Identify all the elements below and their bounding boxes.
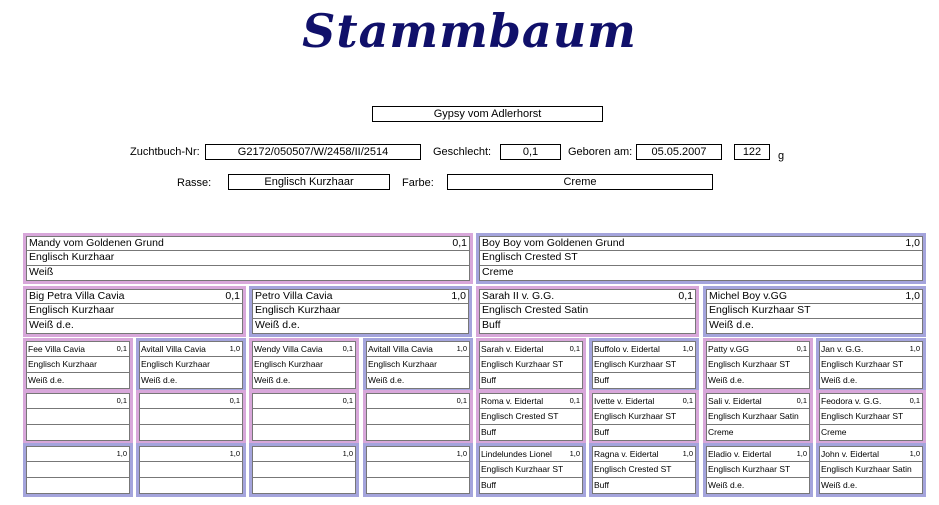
card-color: Weiß d.e. <box>709 319 754 331</box>
card-breed-field[interactable] <box>252 357 356 373</box>
card-breed-field[interactable] <box>479 409 583 425</box>
card-name: Big Petra Villa Cavia <box>29 290 125 302</box>
card-color: Buff <box>481 427 496 437</box>
card-color: Buff <box>594 375 609 385</box>
card-name: Buffolo v. Eidertal <box>594 344 660 354</box>
card-sex: 1,0 <box>229 344 240 353</box>
card-sex: 1,0 <box>796 449 807 458</box>
card-name-field[interactable] <box>26 446 130 462</box>
card-sex: 0,1 <box>229 396 240 405</box>
gewicht-field[interactable]: 122 <box>734 144 770 160</box>
pedigree-card <box>816 338 926 392</box>
card-color: Buff <box>594 480 609 490</box>
card-sex: 1,0 <box>909 449 920 458</box>
card-breed: Englisch Kurzhaar ST <box>709 304 811 316</box>
card-breed: Englisch Kurzhaar <box>29 251 115 263</box>
card-name-field[interactable] <box>592 341 696 357</box>
card-name: Avitall Villa Cavia <box>368 344 433 354</box>
card-color-field[interactable] <box>26 319 243 334</box>
card-breed-field[interactable] <box>366 409 470 425</box>
card-name: Boy Boy vom Goldenen Grund <box>482 237 625 249</box>
pedigree-card <box>249 338 359 392</box>
card-breed-field[interactable] <box>366 357 470 373</box>
pedigree-card <box>136 443 246 497</box>
card-breed-field[interactable] <box>706 409 810 425</box>
zuchtbuch-field[interactable]: G2172/050507/W/2458/II/2514 <box>205 144 421 160</box>
card-name: Roma v. Eidertal <box>481 396 544 406</box>
card-breed-field[interactable] <box>592 409 696 425</box>
card-color: Weiß d.e. <box>255 319 300 331</box>
farbe-label: Farbe: <box>402 177 434 189</box>
card-sex: 0,1 <box>796 396 807 405</box>
card-breed: Englisch Kurzhaar <box>28 359 97 369</box>
card-color: Weiß d.e. <box>368 375 405 385</box>
geschlecht-label: Geschlecht: <box>433 146 492 158</box>
card-color-field[interactable] <box>479 266 923 281</box>
card-breed-field[interactable] <box>819 409 923 425</box>
card-sex: 1,0 <box>682 449 693 458</box>
geboren-label: Geboren am: <box>568 146 633 158</box>
card-breed: Englisch Kurzhaar <box>29 304 115 316</box>
card-name-field[interactable] <box>706 393 810 409</box>
card-breed: Englisch Kurzhaar ST <box>708 464 791 474</box>
card-breed: Englisch Crested ST <box>594 464 672 474</box>
card-color: Weiß d.e. <box>821 375 858 385</box>
card-breed-field[interactable] <box>139 462 243 478</box>
card-name: Petro Villa Cavia <box>255 290 333 302</box>
card-breed: Englisch Kurzhaar <box>368 359 437 369</box>
card-breed: Englisch Kurzhaar ST <box>481 359 564 369</box>
pedigree-card <box>589 390 699 444</box>
card-breed-field[interactable] <box>26 409 130 425</box>
card-breed: Englisch Kurzhaar <box>255 304 341 316</box>
card-name-field[interactable] <box>26 341 130 357</box>
animal-name-field[interactable]: Gypsy vom Adlerhorst <box>372 106 603 122</box>
card-breed-field[interactable] <box>252 409 356 425</box>
card-sex: 1,0 <box>116 449 127 458</box>
card-name-field[interactable] <box>819 446 923 462</box>
card-sex: 0,1 <box>456 396 467 405</box>
card-name-field[interactable] <box>479 446 583 462</box>
card-color-field[interactable] <box>479 319 696 334</box>
card-color-field[interactable] <box>706 478 810 494</box>
card-color-field[interactable] <box>26 266 470 281</box>
card-sex: 1,0 <box>342 449 353 458</box>
card-breed-field[interactable] <box>252 304 469 319</box>
card-sex: 0,1 <box>342 396 353 405</box>
pedigree-card <box>816 390 926 444</box>
card-sex: 1,0 <box>569 449 580 458</box>
pedigree-card <box>589 443 699 497</box>
card-breed-field[interactable] <box>252 462 356 478</box>
card-sex: 0,1 <box>678 290 693 302</box>
card-name-field[interactable] <box>479 289 696 304</box>
card-color: Buff <box>481 480 496 490</box>
pedigree-card <box>363 338 473 392</box>
card-breed-field[interactable] <box>479 251 923 266</box>
card-color: Creme <box>482 266 514 278</box>
card-name: Sarah II v. G.G. <box>482 290 555 302</box>
pedigree-card <box>476 286 699 337</box>
card-breed-field[interactable] <box>26 462 130 478</box>
card-sex: 0,1 <box>116 396 127 405</box>
card-name-field[interactable] <box>706 289 923 304</box>
card-name: Patty v.GG <box>708 344 749 354</box>
card-sex: 1,0 <box>456 449 467 458</box>
pedigree-card <box>23 233 473 284</box>
card-breed-field[interactable] <box>26 304 243 319</box>
card-breed-field[interactable] <box>26 357 130 373</box>
card-breed-field[interactable] <box>139 409 243 425</box>
card-color: Weiß d.e. <box>254 375 291 385</box>
card-color-field[interactable] <box>479 478 583 494</box>
card-name: Eladio v. Eidertal <box>708 449 772 459</box>
card-breed: Englisch Kurzhaar ST <box>594 359 677 369</box>
card-name-field[interactable] <box>252 446 356 462</box>
card-color-field[interactable] <box>366 478 470 494</box>
card-name: Feodora v. G.G. <box>821 396 882 406</box>
card-name-field[interactable] <box>366 446 470 462</box>
pedigree-card <box>703 443 813 497</box>
card-sex: 1,0 <box>456 344 467 353</box>
card-name-field[interactable] <box>706 341 810 357</box>
card-name-field[interactable] <box>139 446 243 462</box>
card-color: Weiß <box>29 266 54 278</box>
card-sex: 1,0 <box>682 344 693 353</box>
card-name-field[interactable] <box>479 341 583 357</box>
pedigree-card <box>363 390 473 444</box>
card-name-field[interactable] <box>819 341 923 357</box>
card-name-field[interactable] <box>819 393 923 409</box>
card-breed: Englisch Kurzhaar <box>141 359 210 369</box>
card-color-field[interactable] <box>26 425 130 441</box>
card-name-field[interactable] <box>592 446 696 462</box>
card-sex: 1,0 <box>229 449 240 458</box>
pedigree-card <box>23 443 133 497</box>
card-color: Weiß d.e. <box>708 480 745 490</box>
card-name-field[interactable] <box>479 393 583 409</box>
card-name-field[interactable] <box>26 393 130 409</box>
card-name-field[interactable] <box>366 341 470 357</box>
card-color-field[interactable] <box>592 373 696 389</box>
card-name-field[interactable] <box>366 393 470 409</box>
pedigree-card <box>23 286 246 337</box>
card-name-field[interactable] <box>26 236 470 251</box>
card-color: Weiß d.e. <box>28 375 65 385</box>
card-name-field[interactable] <box>592 393 696 409</box>
card-sex: 0,1 <box>342 344 353 353</box>
pedigree-card <box>136 390 246 444</box>
card-breed-field[interactable] <box>479 304 696 319</box>
card-breed: Englisch Kurzhaar Satin <box>821 464 912 474</box>
card-sex: 0,1 <box>452 237 467 249</box>
card-breed: Englisch Kurzhaar ST <box>481 464 564 474</box>
card-breed: Englisch Kurzhaar ST <box>821 411 904 421</box>
page-title: Stammbaum <box>302 4 637 58</box>
card-name-field[interactable] <box>252 341 356 357</box>
card-breed-field[interactable] <box>366 462 470 478</box>
card-color: Weiß d.e. <box>821 480 858 490</box>
card-breed-field[interactable] <box>139 357 243 373</box>
card-sex: 1,0 <box>905 290 920 302</box>
card-color: Weiß d.e. <box>141 375 178 385</box>
card-color-field[interactable] <box>706 319 923 334</box>
rasse-field[interactable]: Englisch Kurzhaar <box>228 174 390 190</box>
card-color-field[interactable] <box>139 373 243 389</box>
card-breed-field[interactable] <box>819 357 923 373</box>
card-breed: Englisch Crested ST <box>481 411 559 421</box>
card-breed-field[interactable] <box>706 462 810 478</box>
pedigree-card <box>136 338 246 392</box>
card-sex: 0,1 <box>569 396 580 405</box>
card-color: Buff <box>482 319 501 331</box>
card-name-field[interactable] <box>252 289 469 304</box>
pedigree-card <box>249 286 472 337</box>
pedigree-card <box>476 390 586 444</box>
card-color-field[interactable] <box>26 478 130 494</box>
card-color: Creme <box>708 427 734 437</box>
card-breed-field[interactable] <box>706 357 810 373</box>
pedigree-card <box>23 390 133 444</box>
pedigree-card <box>476 233 926 284</box>
card-breed: Englisch Crested Satin <box>482 304 589 316</box>
card-sex: 1,0 <box>905 237 920 249</box>
card-color-field[interactable] <box>139 478 243 494</box>
card-breed-field[interactable] <box>706 304 923 319</box>
pedigree-card <box>249 443 359 497</box>
card-name: Ragna v. Eidertal <box>594 449 659 459</box>
card-sex: 0,1 <box>796 344 807 353</box>
card-name: Michel Boy v.GG <box>709 290 787 302</box>
pedigree-card <box>249 390 359 444</box>
card-sex: 1,0 <box>451 290 466 302</box>
card-breed: Englisch Kurzhaar <box>254 359 323 369</box>
card-breed-field[interactable] <box>592 357 696 373</box>
card-color-field[interactable] <box>592 478 696 494</box>
pedigree-card <box>23 338 133 392</box>
card-color-field[interactable] <box>252 319 469 334</box>
pedigree-card <box>703 286 926 337</box>
card-name-field[interactable] <box>706 446 810 462</box>
geschlecht-field[interactable]: 0,1 <box>500 144 561 160</box>
card-breed-field[interactable] <box>592 462 696 478</box>
card-breed: Englisch Kurzhaar ST <box>708 359 791 369</box>
card-name: Avitall Villa Cavia <box>141 344 206 354</box>
card-sex: 0,1 <box>682 396 693 405</box>
pedigree-card <box>816 443 926 497</box>
pedigree-card <box>476 443 586 497</box>
card-sex: 0,1 <box>909 396 920 405</box>
card-breed-field[interactable] <box>479 462 583 478</box>
card-breed: Englisch Crested ST <box>482 251 578 263</box>
card-name-field[interactable] <box>26 289 243 304</box>
card-color-field[interactable] <box>366 425 470 441</box>
card-name-field[interactable] <box>479 236 923 251</box>
card-color-field[interactable] <box>252 373 356 389</box>
card-color-field[interactable] <box>139 425 243 441</box>
card-breed-field[interactable] <box>819 462 923 478</box>
card-sex: 0,1 <box>116 344 127 353</box>
card-name-field[interactable] <box>139 341 243 357</box>
pedigree-card <box>476 338 586 392</box>
card-name: Wendy Villa Cavia <box>254 344 323 354</box>
card-breed: Englisch Kurzhaar Satin <box>708 411 799 421</box>
card-color: Creme <box>821 427 847 437</box>
card-name: Sarah v. Eidertal <box>481 344 544 354</box>
geboren-field[interactable]: 05.05.2007 <box>636 144 722 160</box>
pedigree-card <box>703 390 813 444</box>
card-color: Buff <box>481 375 496 385</box>
card-color: Weiß d.e. <box>708 375 745 385</box>
pedigree-card <box>703 338 813 392</box>
card-color-field[interactable] <box>592 425 696 441</box>
card-color-field[interactable] <box>819 478 923 494</box>
card-color-field[interactable] <box>819 425 923 441</box>
card-breed: Englisch Kurzhaar ST <box>821 359 904 369</box>
card-breed-field[interactable] <box>26 251 470 266</box>
card-color-field[interactable] <box>706 373 810 389</box>
card-name: Mandy vom Goldenen Grund <box>29 237 164 249</box>
gewicht-unit: g <box>778 150 785 162</box>
card-color-field[interactable] <box>706 425 810 441</box>
zuchtbuch-label: Zuchtbuch-Nr: <box>130 146 200 158</box>
card-breed-field[interactable] <box>479 357 583 373</box>
card-sex: 0,1 <box>569 344 580 353</box>
card-color-field[interactable] <box>479 425 583 441</box>
card-sex: 1,0 <box>909 344 920 353</box>
card-color: Buff <box>594 427 609 437</box>
card-breed: Englisch Kurzhaar ST <box>594 411 677 421</box>
card-color-field[interactable] <box>819 373 923 389</box>
card-name: John v. Eidertal <box>821 449 879 459</box>
card-color-field[interactable] <box>252 478 356 494</box>
card-name: Jan v. G.G. <box>821 344 864 354</box>
card-name: Sali v. Eidertal <box>708 396 762 406</box>
pedigree-card <box>363 443 473 497</box>
card-name-field[interactable] <box>252 393 356 409</box>
card-sex: 0,1 <box>225 290 240 302</box>
card-color-field[interactable] <box>479 373 583 389</box>
card-name: Ivette v. Eidertal <box>594 396 655 406</box>
card-color-field[interactable] <box>252 425 356 441</box>
card-color: Weiß d.e. <box>29 319 74 331</box>
card-color-field[interactable] <box>366 373 470 389</box>
farbe-field[interactable]: Creme <box>447 174 713 190</box>
card-name-field[interactable] <box>139 393 243 409</box>
rasse-label: Rasse: <box>177 177 212 189</box>
card-color-field[interactable] <box>26 373 130 389</box>
card-name: Fee Villa Cavia <box>28 344 86 354</box>
pedigree-card <box>589 338 699 392</box>
card-name: Lindelundes Lionel <box>481 449 552 459</box>
